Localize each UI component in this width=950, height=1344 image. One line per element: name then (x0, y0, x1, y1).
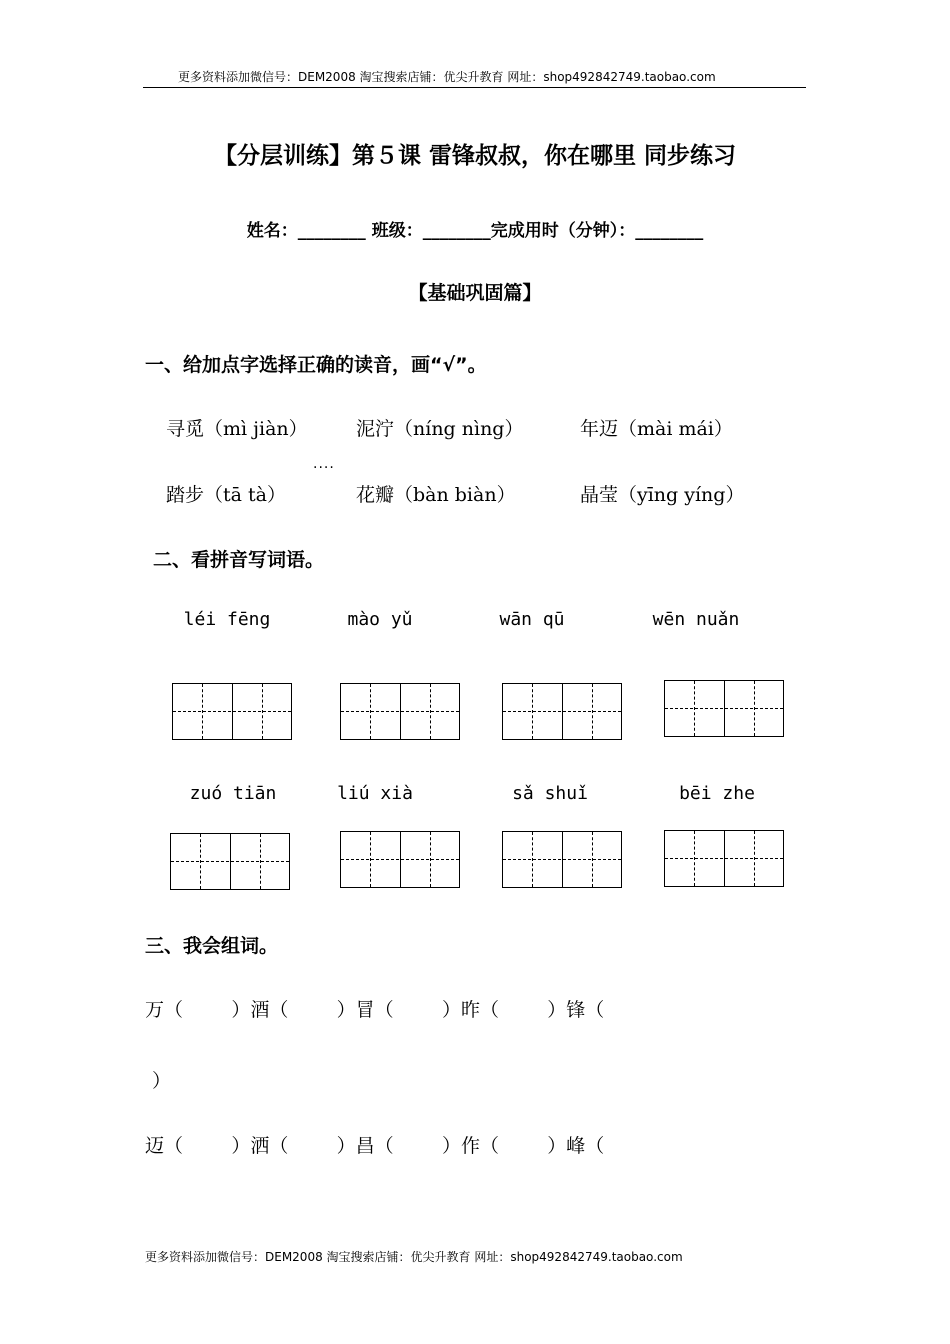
writing-grid[interactable] (172, 683, 292, 740)
pinyin-choice-item: 踏步（tā tà） (166, 484, 286, 506)
pinyin-choice-item: 花瓣（bàn biàn） (356, 484, 516, 506)
pinyin-prompt: zuó tiān (189, 783, 277, 804)
pinyin-prompt: mào yǔ (347, 609, 413, 630)
pinyin-choice-item: 晶莹（yīng yíng） (580, 484, 745, 506)
word-group-line-continuation: ） (152, 1070, 172, 1092)
section3-title: 三、我会组词。 (145, 935, 279, 957)
pinyin-prompt: wān qū (499, 609, 565, 630)
pinyin-prompt: wēn nuǎn (652, 609, 740, 630)
page-footer: 更多资料添加微信号：DEM2008 淘宝搜索店铺：优尖升教育 网址：shop492842749.taobao.com (145, 1250, 683, 1264)
emphasis-dots: ···· (313, 460, 335, 476)
word-group-line: 万（ ）酒（ ）冒（ ）昨（ ）锋（ (145, 999, 605, 1021)
worksheet-title: 【分层训练】第５课 雷锋叔叔，你在哪里 同步练习 (213, 143, 736, 169)
pinyin-prompt: sǎ shuǐ (512, 783, 588, 804)
pinyin-prompt: léi fēng (183, 609, 271, 630)
writing-grid[interactable] (340, 831, 460, 888)
writing-grid[interactable] (664, 680, 784, 737)
section1-title: 一、给加点字选择正确的读音，画“√”。 (145, 354, 487, 376)
writing-grid[interactable] (340, 683, 460, 740)
level-heading: 【基础巩固篇】 (408, 282, 542, 304)
pinyin-prompt: liú xià (337, 783, 413, 804)
pinyin-choice-item: 寻觅（mì jiàn） (166, 418, 308, 440)
section2-title: 二、看拼音写词语。 (153, 549, 325, 571)
writing-grid[interactable] (502, 683, 622, 740)
writing-grid[interactable] (664, 830, 784, 887)
student-info-line: 姓名：________ 班级：________完成用时（分钟）：________ (246, 221, 704, 241)
pinyin-prompt: bēi zhe (679, 783, 755, 804)
header-divider (143, 87, 806, 88)
pinyin-choice-item: 年迈（mài mái） (580, 418, 733, 440)
page-header: 更多资料添加微信号：DEM2008 淘宝搜索店铺：优尖升教育 网址：shop492842749.taobao.com (178, 70, 716, 84)
writing-grid[interactable] (170, 833, 290, 890)
writing-grid[interactable] (502, 831, 622, 888)
pinyin-choice-item: 泥泞（níng nìng） (356, 418, 524, 440)
word-group-line: 迈（ ）洒（ ）昌（ ）作（ ）峰（ (145, 1135, 605, 1157)
